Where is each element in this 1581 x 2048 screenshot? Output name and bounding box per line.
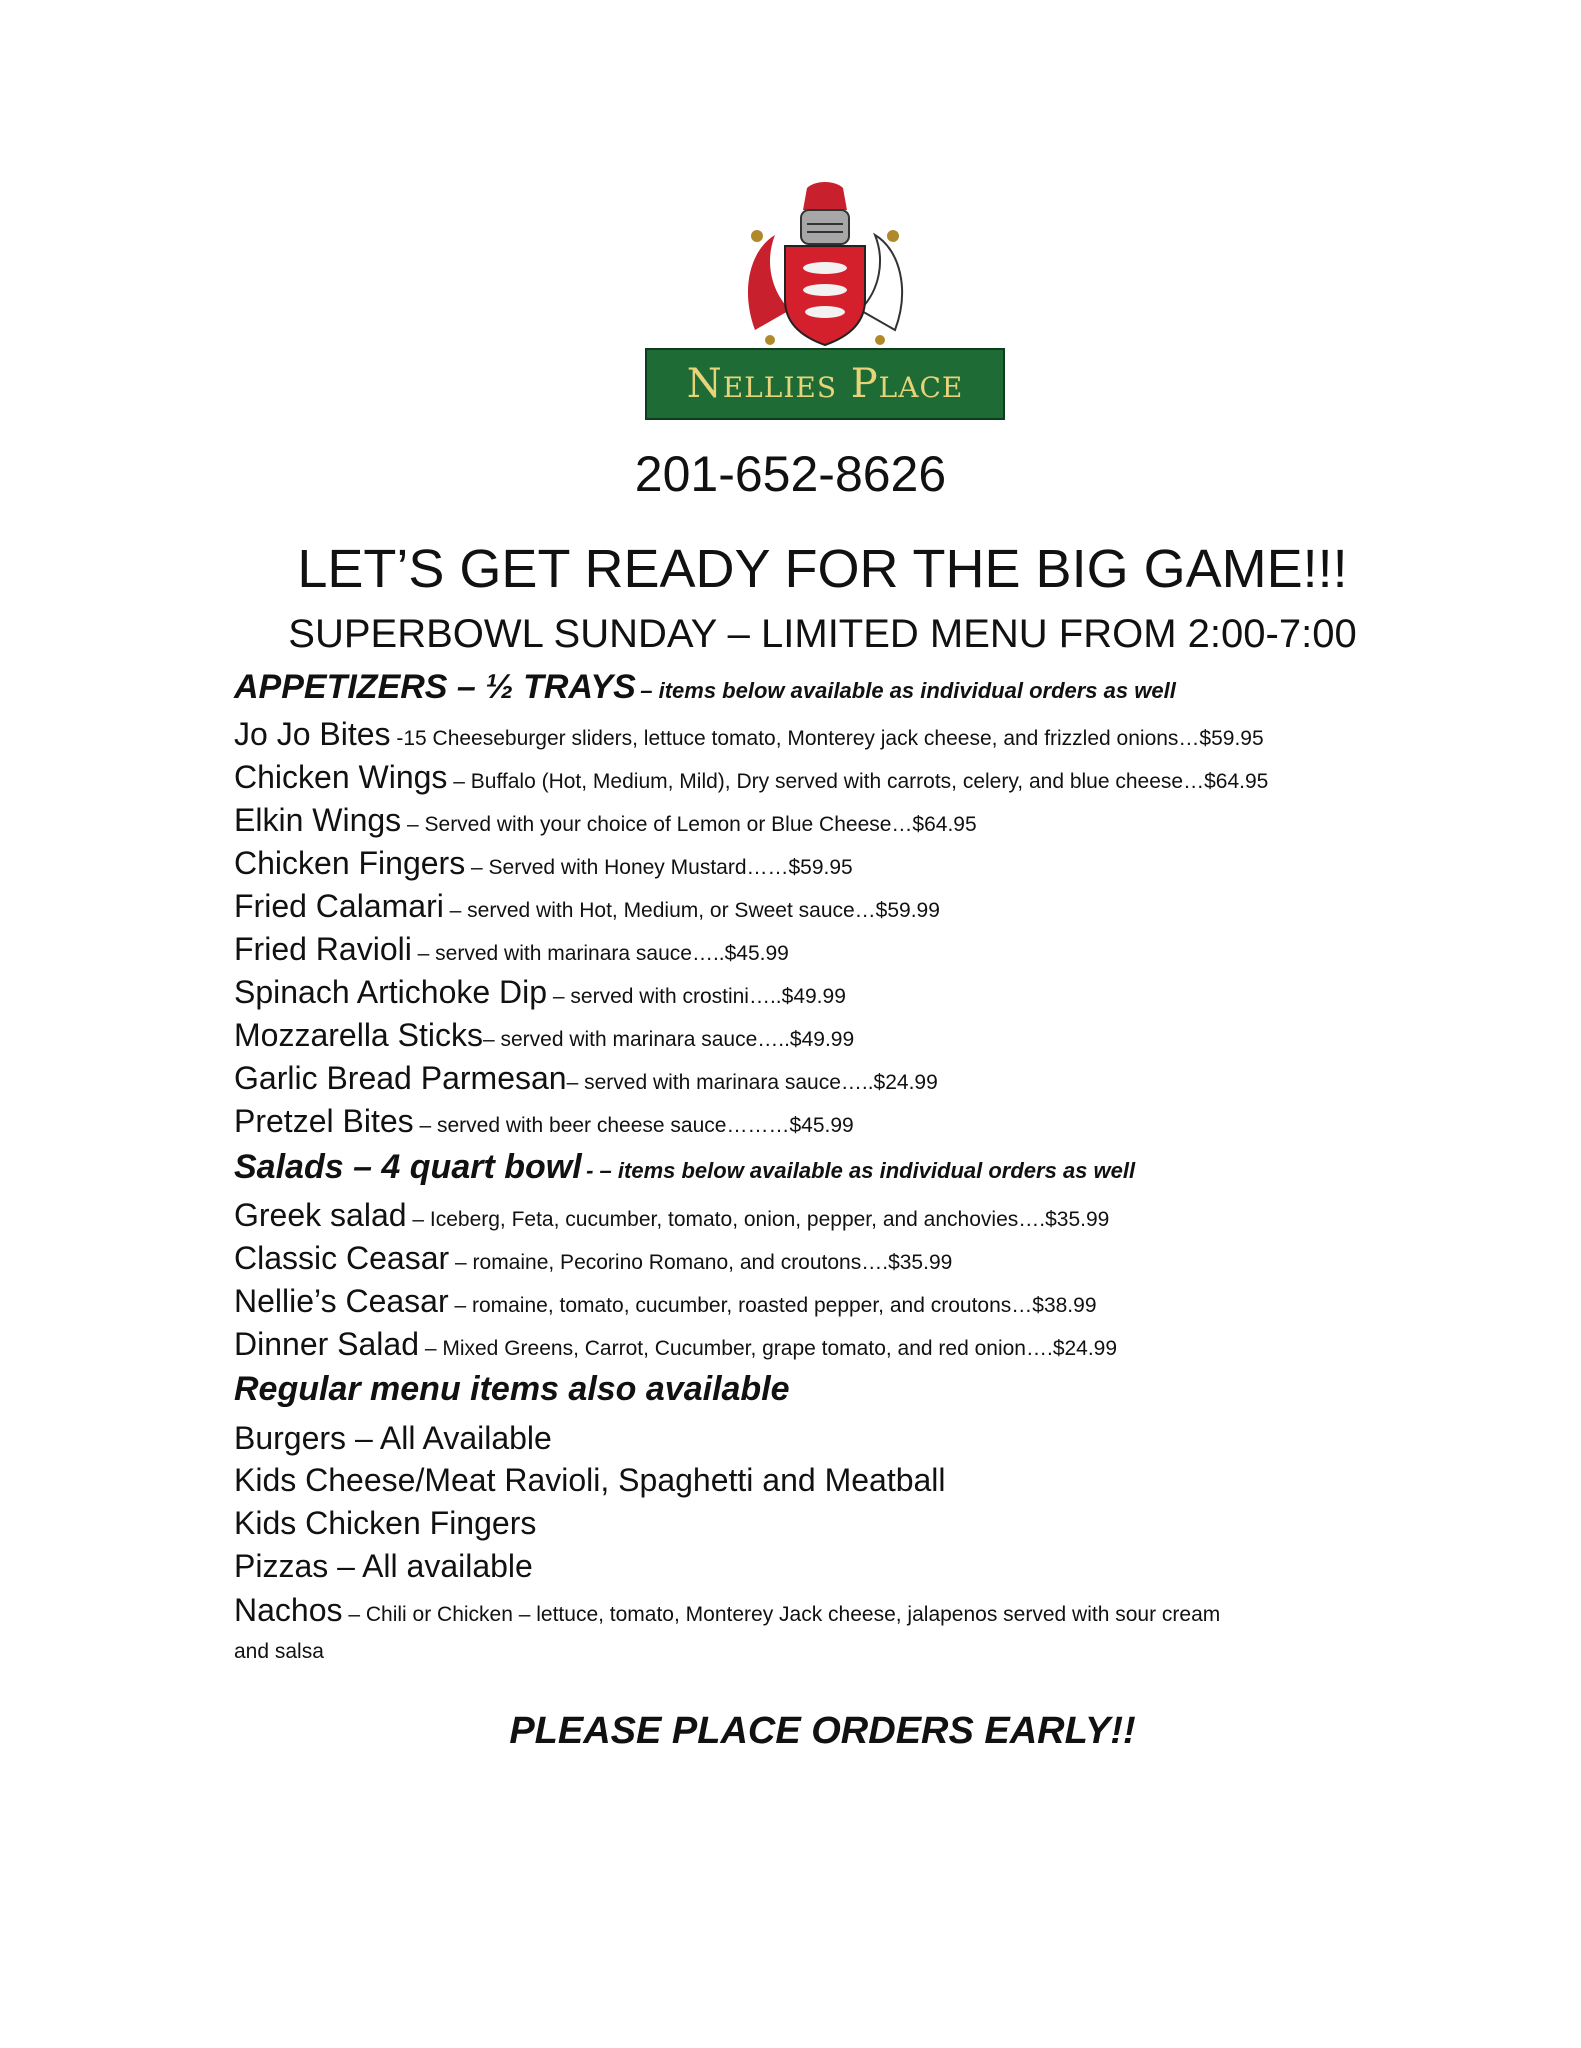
logo-nameplate <box>645 348 1005 420</box>
item-desc: -15 Cheeseburger sliders, lettuce tomato, Monterey jack cheese, and frizzled onions…$59.95 <box>390 727 1264 750</box>
item-name: Chicken Fingers <box>234 845 466 881</box>
menu-item <box>234 1060 938 1097</box>
item-name: Garlic Bread Parmesan <box>234 1060 567 1096</box>
item-desc: – romaine, Pecorino Romano, and croutons….$35.99 <box>449 1251 953 1274</box>
menu-item <box>234 1283 1097 1320</box>
regular-item: Kids Cheese/Meat Ravioli, Spaghetti and Meatball <box>234 1462 946 1498</box>
item-desc: – served with crostini…..$49.99 <box>547 985 846 1008</box>
regular-item: Pizzas – All available <box>234 1548 533 1584</box>
menu-item <box>234 888 940 925</box>
item-desc: – Served with your choice of Lemon or Blue Cheese…$64.95 <box>401 813 977 836</box>
item-name: Greek salad <box>234 1197 407 1233</box>
item-name: Elkin Wings <box>234 802 402 838</box>
restaurant-logo <box>645 180 1005 420</box>
menu-item <box>234 802 977 839</box>
item-desc: – Iceberg, Feta, cucumber, tomato, onion, pepper, and anchovies….$35.99 <box>406 1208 1110 1231</box>
item-name: Spinach Artichoke Dip <box>234 974 548 1010</box>
item-desc-continued: and salsa <box>234 1640 324 1663</box>
menu-item <box>234 1103 854 1140</box>
item-desc: – Chili or Chicken – lettuce, tomato, Monterey Jack cheese, jalapenos served with sour cream <box>342 1603 1221 1626</box>
item-name: Nachos <box>234 1592 343 1628</box>
item-name: Chicken Wings <box>234 759 448 795</box>
item-desc: – served with Hot, Medium, or Sweet sauce…$59.99 <box>443 899 940 922</box>
menu-item <box>234 845 853 882</box>
menu-item <box>234 1017 854 1054</box>
item-name: Jo Jo Bites <box>234 716 391 752</box>
section-title: Salads – 4 quart bowl <box>234 1148 582 1186</box>
menu-item <box>234 1240 952 1277</box>
menu-item-nachos <box>234 1592 1220 1629</box>
menu-item <box>234 759 1268 796</box>
item-desc: – Mixed Greens, Carrot, Cucumber, grape tomato, and red onion….$24.99 <box>419 1337 1118 1360</box>
menu-item <box>234 931 789 968</box>
item-desc: – served with marinara sauce…..$24.99 <box>566 1071 938 1094</box>
item-desc: – Buffalo (Hot, Medium, Mild), Dry served with carrots, celery, and blue cheese…$64.95 <box>447 770 1269 793</box>
brand-name: Nellies Place <box>686 361 964 407</box>
item-name: Classic Ceasar <box>234 1240 450 1276</box>
item-desc: – romaine, tomato, cucumber, roasted pepper, and croutons…$38.99 <box>448 1294 1097 1317</box>
phone-number: 201-652-8626 <box>634 446 947 502</box>
item-name: Nellie’s Ceasar <box>234 1283 449 1319</box>
menu-item <box>234 974 846 1011</box>
section-title: APPETIZERS – ½ TRAYS <box>234 668 636 706</box>
item-name: Fried Calamari <box>234 888 444 924</box>
section-note: - – items below available as individual orders as well <box>586 1158 1136 1183</box>
item-name: Dinner Salad <box>234 1326 419 1362</box>
menu-item <box>234 1326 1117 1363</box>
menu-item <box>234 1197 1109 1234</box>
subheadline: SUPERBOWL SUNDAY – LIMITED MENU FROM 2:00-7:00 <box>288 612 1357 656</box>
salads-heading <box>234 1148 1135 1187</box>
item-desc: – Served with Honey Mustard……$59.95 <box>465 856 853 879</box>
item-desc: – served with beer cheese sauce………$45.99 <box>413 1114 854 1137</box>
item-name: Pretzel Bites <box>234 1103 414 1139</box>
headline: LET’S GET READY FOR THE BIG GAME!!! <box>297 539 1348 599</box>
item-desc: – served with marinara sauce…..$49.99 <box>482 1028 855 1051</box>
item-name: Fried Ravioli <box>234 931 412 967</box>
regular-item: Kids Chicken Fingers <box>234 1505 537 1541</box>
menu-item <box>234 716 1264 753</box>
item-desc: – served with marinara sauce…..$45.99 <box>411 942 789 965</box>
section-note: – items below available as individual orders as well <box>640 678 1176 703</box>
regular-menu-heading: Regular menu items also available <box>234 1370 790 1408</box>
footer-note: PLEASE PLACE ORDERS EARLY!! <box>509 1710 1136 1752</box>
regular-item: Burgers – All Available <box>234 1420 552 1456</box>
coat-of-arms-icon <box>735 180 915 348</box>
appetizers-heading <box>234 668 1176 707</box>
item-name: Mozzarella Sticks <box>234 1017 483 1053</box>
